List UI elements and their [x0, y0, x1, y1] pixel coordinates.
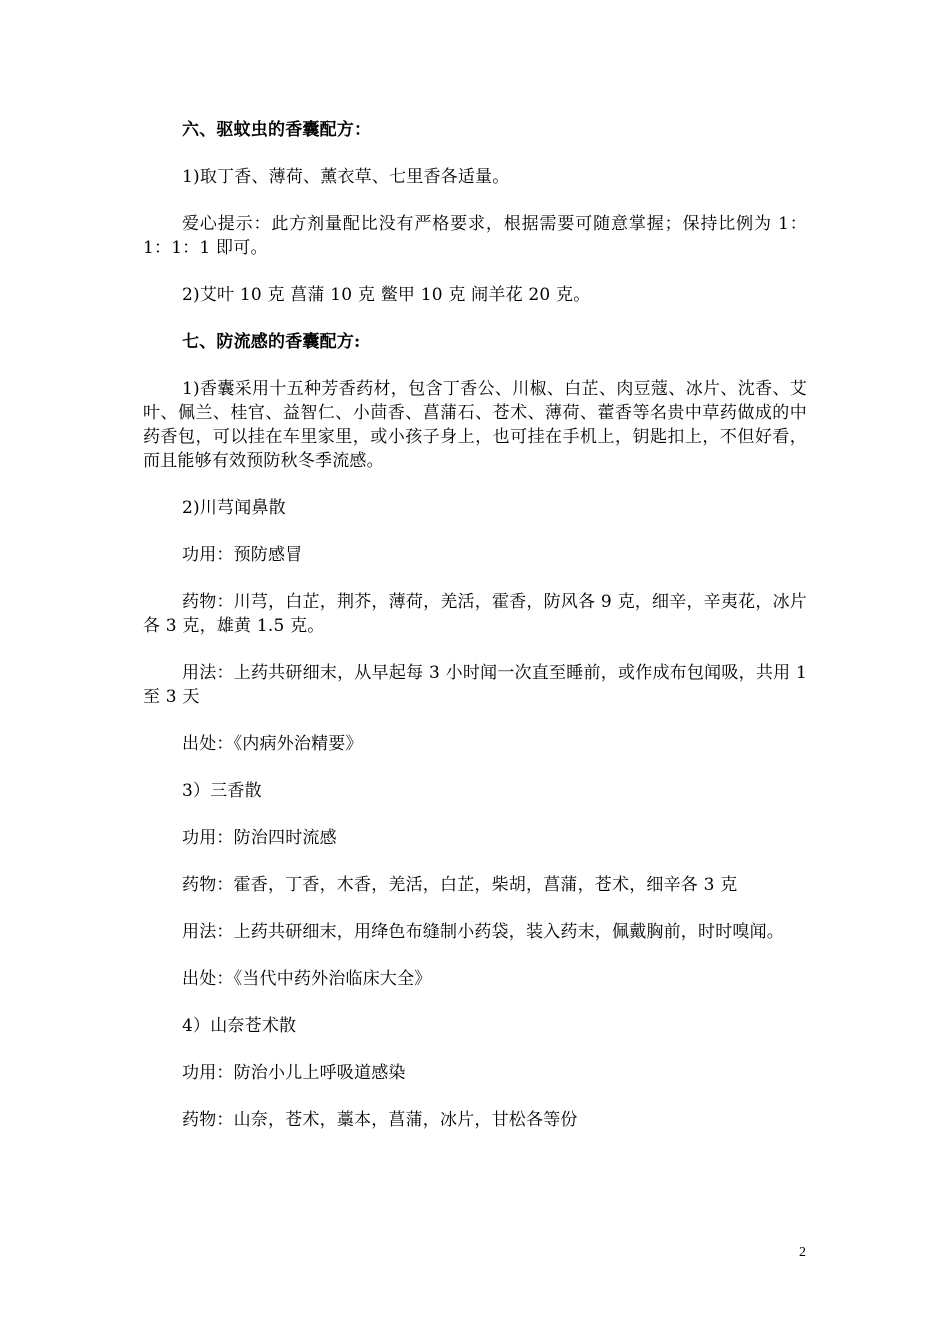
page-number: 2	[799, 1245, 806, 1260]
paragraph-recipe-title: 2)川芎闻鼻散	[182, 498, 286, 518]
paragraph-function: 功用：预防感冒	[182, 545, 303, 565]
paragraph-recipe-title: 4）山奈苍术散	[182, 1016, 297, 1036]
section-heading-mosquito: 六、驱蚊虫的香囊配方：	[182, 120, 372, 140]
paragraph-source: 出处：《当代中药外治临床大全》	[182, 969, 432, 989]
paragraph-ingredients: 药物：川芎，白芷，荆芥，薄荷，羌活，霍香，防风各 9 克，细辛，辛夷花，冰片各 3 克，雄黄 1.5 克。	[143, 592, 807, 636]
paragraph-ingredients: 药物：霍香，丁香，木香，羌活，白芷，柴胡，菖蒲，苍术，细辛各 3 克	[182, 875, 738, 895]
paragraph-recipe-1: 1)取丁香、薄荷、薰衣草、七里香各适量。	[182, 167, 510, 187]
paragraph-tip: 爱心提示：此方剂量配比没有严格要求，根据需要可随意掌握；保持比例为 1：1：1：1 即可。	[143, 214, 807, 258]
paragraph-flu-intro: 1)香囊采用十五种芳香药材，包含丁香公、川椒、白芷、肉豆蔻、冰片、沈香、艾叶、佩兰、桂官、益智仁、小茴香、菖蒲石、苍术、薄荷、藿香等名贵中草药做成的中药香包，可以挂在车里家里，或小孩子身上，也可挂在手机上，钥匙扣上，不但好看，而且能够有效预防秋冬季流感。	[143, 379, 807, 471]
paragraph-ingredients: 药物：山奈，苍术，藁本，菖蒲，冰片，甘松各等份	[182, 1110, 578, 1130]
section-heading-flu: 七、防流感的香囊配方:	[182, 332, 361, 352]
paragraph-recipe-2: 2)艾叶 10 克 菖蒲 10 克 鳖甲 10 克 闹羊花 20 克。	[182, 285, 591, 305]
document-body	[143, 118, 807, 1155]
paragraph-usage: 用法：上药共研细末，从早起每 3 小时闻一次直至睡前，或作成布包闻吸，共用 1 至 3 天	[143, 663, 807, 707]
paragraph-function: 功用：防治四时流感	[182, 828, 337, 848]
paragraph-function: 功用：防治小儿上呼吸道感染	[182, 1063, 406, 1083]
paragraph-usage: 用法：上药共研细末，用绛色布缝制小药袋，装入药末，佩戴胸前，时时嗅闻。	[182, 922, 784, 942]
paragraph-source: 出处：《内病外治精要》	[182, 734, 363, 754]
paragraph-recipe-title: 3）三香散	[182, 781, 262, 801]
